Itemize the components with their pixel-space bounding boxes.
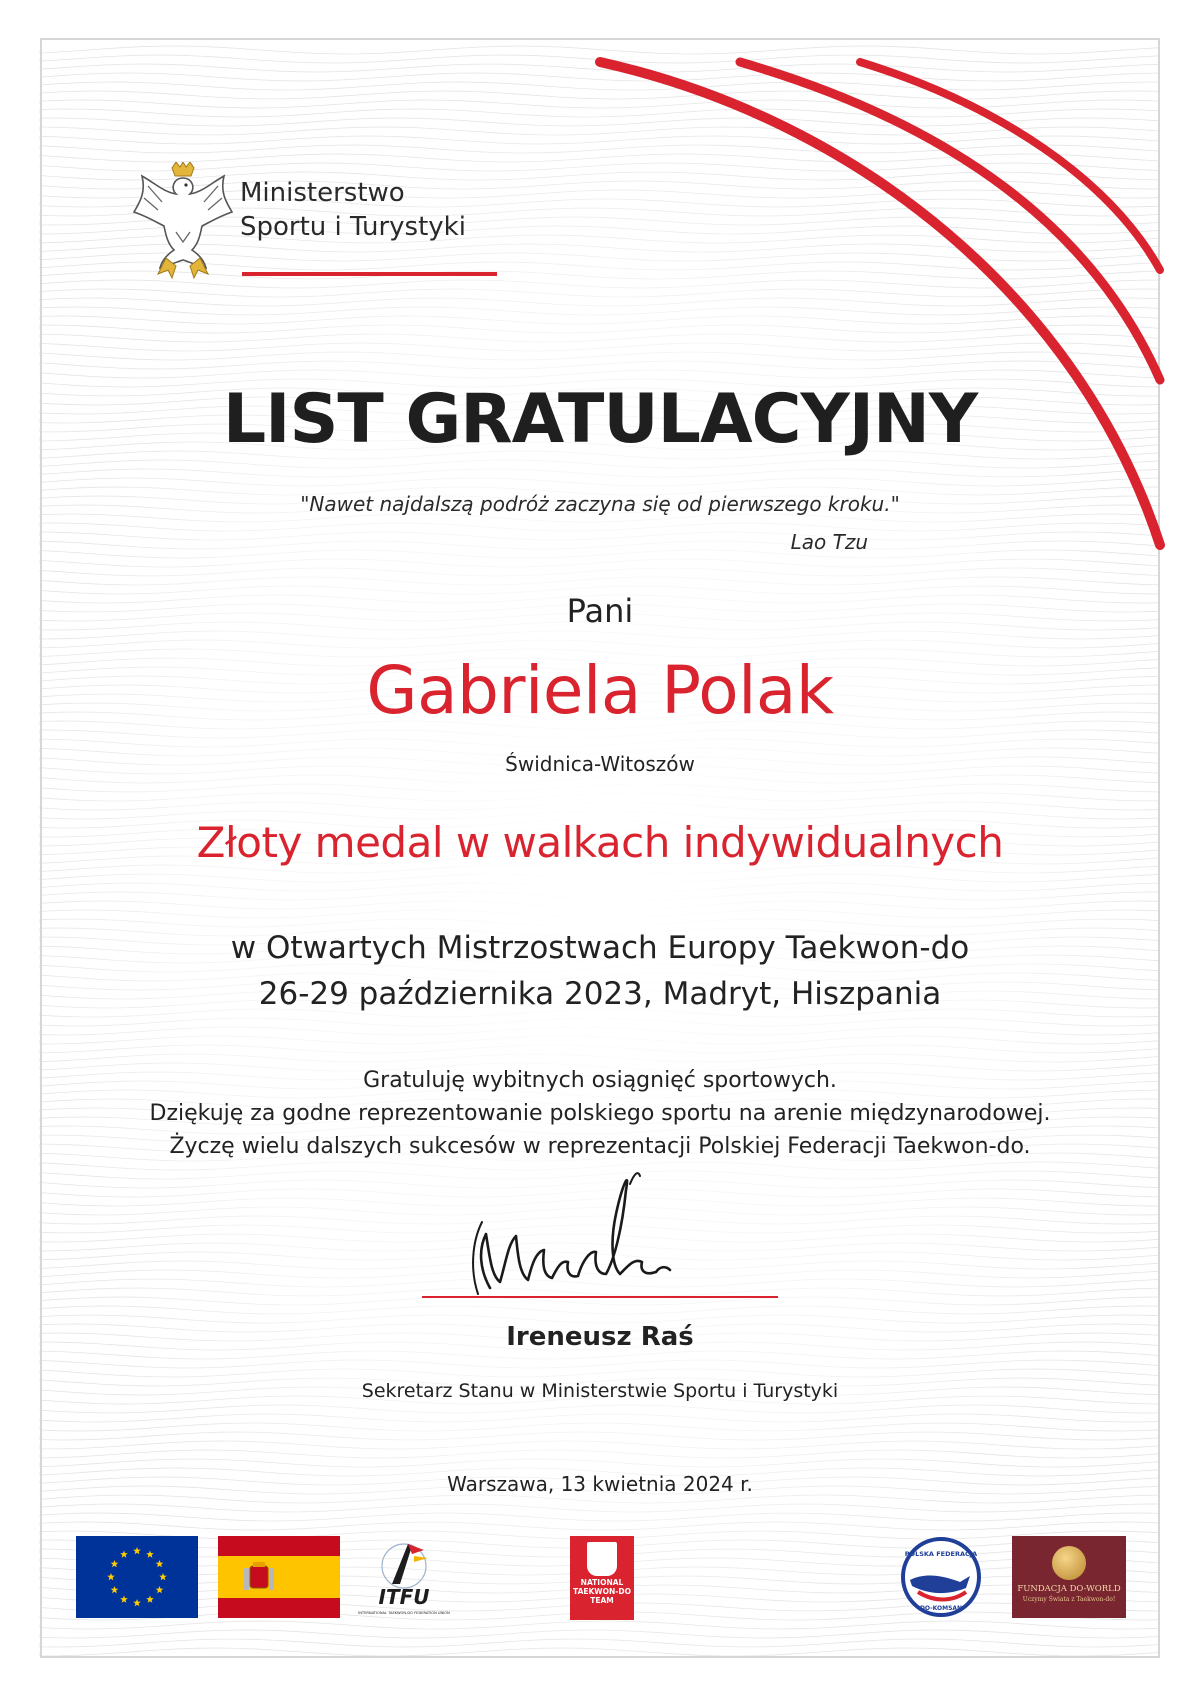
signer-name: Ireneusz Raś xyxy=(506,1322,694,1352)
spain-coat-of-arms-icon xyxy=(244,1560,274,1594)
fundacja-do-world-logo xyxy=(1012,1536,1126,1618)
itfu-logo xyxy=(352,1536,456,1618)
salutation: Pani xyxy=(566,592,634,630)
signer-role: Sekretarz Stanu w Ministerstwie Sportu i Turystyki xyxy=(361,1380,839,1402)
ministry-name xyxy=(240,176,466,244)
ministry-name-line2: Sportu i Turystyki xyxy=(240,212,466,242)
place-and-date: Warszawa, 13 kwietnia 2024 r. xyxy=(447,1472,753,1496)
event-description xyxy=(0,925,1200,1017)
event-line2: 26-29 października 2023, Madryt, Hiszpania xyxy=(258,976,942,1012)
signature-line xyxy=(422,1296,778,1298)
message-line2: Dziękuję za godne reprezentowanie polskiego sportu na arenie międzynarodowej. xyxy=(149,1101,1051,1126)
ntt-line1: NATIONAL xyxy=(580,1578,624,1587)
handwritten-signature-icon xyxy=(420,1170,780,1310)
globe-icon xyxy=(1052,1546,1086,1580)
event-line1: w Otwartych Mistrzostwach Europy Taekwon-do xyxy=(230,930,970,966)
ministry-name-line1: Ministerstwo xyxy=(240,178,405,208)
pf-logo-text: POLSKA FEDERACJA xyxy=(904,1550,978,1558)
fdw-slogan: Uczymy Świata z Taekwon-do! xyxy=(1022,1596,1116,1603)
polish-eagle-icon xyxy=(128,162,238,280)
ntt-line2: TAEKWON-DO xyxy=(573,1587,631,1596)
quote-author: Lao Tzu xyxy=(790,530,868,554)
ministry-underline xyxy=(242,272,497,276)
pf-logo-subtext: DO-KOMSAN xyxy=(919,1605,963,1612)
message-line1: Gratuluję wybitnych osiągnięć sportowych. xyxy=(363,1068,837,1093)
eu-stars xyxy=(76,1536,198,1618)
recipient-city: Świdnica-Witoszów xyxy=(505,752,695,776)
message-line3: Życzę wielu dalszych sukcesów w reprezentacji Polskiej Federacji Taekwon-do. xyxy=(169,1134,1031,1159)
partner-logos xyxy=(0,1536,1200,1622)
spain-flag-icon xyxy=(218,1536,340,1618)
certificate-title: LIST GRATULACYJNY xyxy=(222,380,978,459)
polska-federacja-logo xyxy=(900,1536,982,1618)
achievement: Złoty medal w walkach indywidualnych xyxy=(196,818,1004,867)
quote-text: "Nawet najdalszą podróż zaczyna się od pierwszego kroku." xyxy=(300,492,900,516)
fdw-name: FUNDACJA DO-WORLD xyxy=(1017,1584,1121,1594)
polish-crest-icon xyxy=(587,1542,617,1576)
national-taekwondo-team-logo xyxy=(570,1536,634,1620)
recipient-name: Gabriela Polak xyxy=(366,652,834,729)
itfu-logo-text: ITFU xyxy=(378,1585,430,1609)
ministry-logo xyxy=(128,162,508,282)
itfu-logo-subtext: INTERNATIONAL TAEKWON-DO FEDERATION UNION xyxy=(358,1611,450,1615)
eu-flag-icon xyxy=(76,1536,198,1618)
ntt-line3: TEAM xyxy=(590,1596,614,1605)
congratulation-message xyxy=(0,1064,1200,1163)
